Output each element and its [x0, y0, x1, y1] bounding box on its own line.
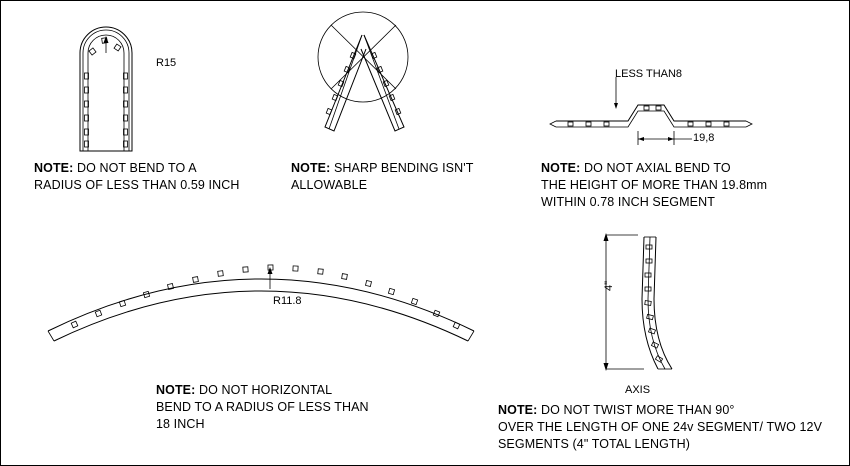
note-line-3: WITHIN 0.78 INCH SEGMENT [541, 195, 715, 209]
note-line-2: RADIUS OF LESS THAN 0.59 INCH [34, 178, 240, 192]
note-line-1: DO NOT AXIAL BEND TO [580, 161, 731, 175]
note-line-3: SEGMENTS (4" TOTAL LENGTH) [498, 437, 691, 451]
note-prefix: NOTE: [541, 161, 581, 175]
note-line-1: DO NOT HORIZONTAL [195, 383, 333, 397]
note-prefix: NOTE: [498, 403, 538, 417]
radius-label-r118: R11.8 [273, 295, 302, 307]
radius-label-r15: R15 [156, 57, 177, 69]
note-prefix: NOTE: [291, 161, 331, 175]
u-bend-drawing [56, 11, 316, 161]
note-line-1: SHARP BENDING ISN'T [330, 161, 474, 175]
horizontal-bend-drawing [36, 241, 496, 371]
note-prefix: NOTE: [34, 161, 74, 175]
note-sharp-bend [291, 160, 521, 194]
twist-drawing [586, 229, 746, 389]
note-twist [498, 402, 843, 453]
note-prefix: NOTE: [156, 383, 196, 397]
note-line-2: OVER THE LENGTH OF ONE 24v SEGMENT/ TWO 12V [498, 420, 823, 434]
note-line-2: THE HEIGHT OF MORE THAN 19.8mm [541, 178, 768, 192]
note-line-3: 18 INCH [156, 417, 205, 431]
note-line-2: BEND TO A RADIUS OF LESS THAN [156, 400, 369, 414]
note-line-1: DO NOT TWIST MORE THAN 90° [537, 403, 735, 417]
axis-label: AXIS [625, 384, 651, 396]
vertical-dimension-label: 4" [603, 280, 615, 291]
less-than-label: LESS THAN8 [615, 68, 683, 80]
sharp-bend-drawing [301, 9, 501, 159]
dimension-label-198: 19,8 [693, 132, 715, 144]
note-axial-bend [541, 160, 831, 211]
note-line-2: ALLOWABLE [291, 178, 368, 192]
note-line-1: DO NOT BEND TO A [73, 161, 197, 175]
note-horizontal-bend [156, 382, 456, 433]
note-radius-bend [34, 160, 284, 194]
